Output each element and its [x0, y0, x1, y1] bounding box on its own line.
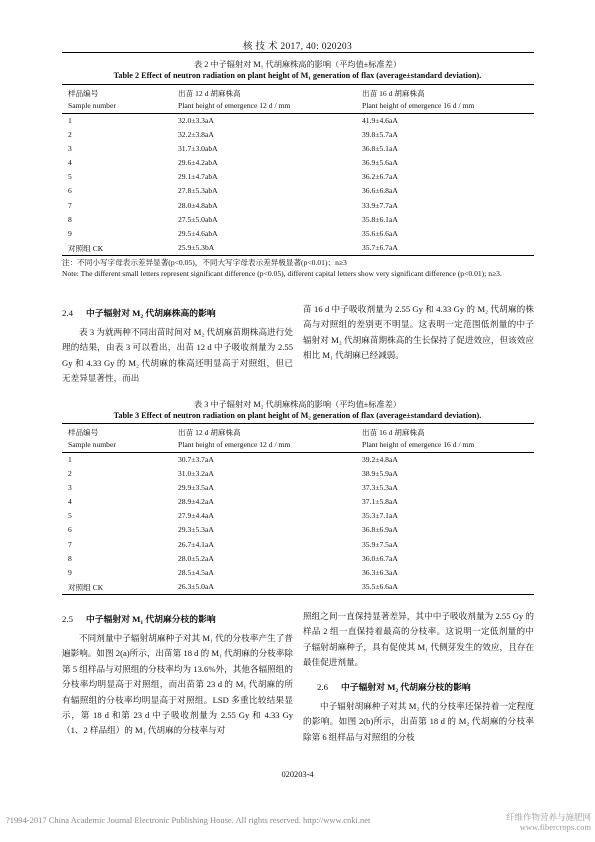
table-cell: 25.9±5.3bA: [178, 242, 215, 252]
table-cell: 36.2±6.7aA: [362, 172, 398, 182]
table-cell: 33.9±7.7aA: [362, 200, 398, 210]
section-2-6-heading: [317, 680, 471, 693]
table3-body: [62, 453, 534, 594]
table-cell: 1: [68, 116, 72, 125]
table-row: [62, 170, 534, 184]
table-cell: 36.0±6.7aA: [362, 553, 398, 563]
table3-top-rule: [62, 423, 534, 424]
section-title: 中子辐射对 M₂ 代胡麻分枝的影响: [341, 682, 471, 692]
section-number: 2.5: [62, 614, 73, 624]
table-cell: 6: [68, 186, 72, 196]
table-cell: 32.2±3.8aA: [178, 130, 214, 140]
table-cell: 36.8±5.1aA: [362, 144, 398, 154]
section-2-4-heading: [62, 306, 216, 319]
table-cell: 35.9±7.5aA: [362, 539, 398, 549]
table2-note-en: Note: The different small letters represent significant difference (p<0.05), different capital letters show very significant difference (p<0.01); n≥3.: [62, 269, 502, 279]
table-row: [62, 184, 534, 198]
table-cell: 38.9±5.9aA: [362, 469, 398, 479]
zh: 样品编号: [68, 89, 99, 98]
table2-caption-zh: 表 2 中子辐射对 M₁ 代胡麻株高的影响（平均值±标准差）: [193, 60, 402, 69]
table-row: [62, 241, 534, 255]
table-cell: 4: [68, 158, 72, 168]
table-cell: 36.8±6.9aA: [362, 525, 398, 535]
table-row: [62, 566, 534, 580]
table-cell: 35.6±6.6aA: [362, 228, 398, 238]
table-cell: 5: [68, 172, 72, 182]
table-cell: 27.9±4.4aA: [178, 511, 214, 521]
en: Plant height of emergence 12 d / mm: [178, 440, 291, 449]
paragraph: 表 3 为就两种不同出苗时间对 M₂ 代胡麻苗期株高进行处理的结果，由表 3 可以看出，出苗 12 d 中子吸收剂量为 2.55 Gy 和 4.33 Gy 的 M₂ 代胡麻的株高还明显高于对照组，但已无差异显著性，而出: [62, 327, 293, 384]
table-cell: 28.0±5.2aA: [178, 553, 214, 563]
table-cell: 28.0±4.8abA: [178, 200, 218, 210]
table-row: [62, 453, 534, 467]
section-number: 2.4: [62, 308, 73, 318]
table2-header-sample: [68, 88, 116, 112]
section-2-6-text: [303, 699, 534, 745]
table-cell: 36.3±6.3aA: [362, 567, 398, 577]
table-cell: 29.3±5.3aA: [178, 525, 214, 535]
table2-note-zh: 注：不同小写字母表示差异显著(p<0.05)，不同大写字母表示差异极显著(p<0.01)；n≥3: [62, 258, 347, 267]
table-cell: 29.6±4.2abA: [178, 158, 218, 168]
table2-top-rule: [62, 84, 534, 85]
table-cell: 26.7±4.1aA: [178, 539, 214, 549]
table-cell: 35.5±6.6aA: [362, 581, 398, 591]
table-cell: 28.9±4.2aA: [178, 497, 214, 507]
table-cell: 4: [68, 497, 72, 507]
table-cell: 9: [68, 567, 72, 577]
table-cell: 36.6±6.8aA: [362, 186, 398, 196]
table-cell: 28.5±4.5aA: [178, 567, 214, 577]
table-cell: 2: [68, 130, 72, 140]
paragraph: 中子辐射胡麻种子对其 M₂ 代的分枝率还保持着一定程度的影响。如图 2(b)所示，出苗第 18 d 的 M₂ 代胡麻的分枝率除第 6 组样品与对照组的分枝: [303, 701, 534, 742]
table2-caption: [40, 59, 555, 81]
section-2-4-left-text: [62, 325, 293, 387]
zh: 出苗 16 d 胡麻株高: [362, 89, 425, 98]
table-row: [62, 552, 534, 566]
table2-header-row: [62, 87, 534, 113]
table-cell: 1: [68, 455, 72, 464]
table-cell: 3: [68, 483, 72, 493]
table-row: [62, 495, 534, 509]
en: Plant height of emergence 16 d / mm: [362, 101, 475, 110]
table-cell: 8: [68, 553, 72, 563]
zh: 出苗 12 d 胡麻株高: [178, 89, 241, 98]
table-row: [62, 128, 534, 142]
table-cell: 39.8±5.7aA: [362, 130, 398, 140]
en: Sample number: [68, 440, 116, 449]
table2-note: [62, 257, 534, 280]
table-row: [62, 538, 534, 552]
header-rule: [62, 52, 534, 53]
table-cell: 2: [68, 469, 72, 479]
table-row: [62, 580, 534, 594]
table2-body: [62, 114, 534, 255]
table-cell: 41.9±4.6aA: [362, 116, 398, 125]
table-cell: 6: [68, 525, 72, 535]
table-cell: 27.5±5.0abA: [178, 214, 218, 224]
paragraph: 不同剂量中子辐射胡麻种子对其 M₁ 代的分枝率产生了普遍影响。如图 2(a)所示，出苗第 18 d 的 M₁ 代胡麻的分枝率除第 5 组样品与对照组的分枝率均为 13.6%外，其他各辐照组的分枝率均明显高于对照组，而出苗第 23 d 的 M₁ 代胡麻的所有辐照组的分枝率均明显高于对照组。LSD 多重比较结果显示，第 18 d 和第 23 d 中子吸收剂量为 2.55 Gy 和 4.33 Gy（1、2 样品组）的 M₁ 代胡麻的分枝率与对: [62, 633, 293, 736]
table-row: [62, 213, 534, 227]
page-number: 020203-4: [281, 770, 314, 779]
table3-caption-en: Table 3 Effect of neutron radiation on plant height of M₂ generation of flax (average±standard deviation).: [113, 411, 482, 420]
table-row: [62, 156, 534, 170]
table-cell: 37.1±5.8aA: [362, 497, 398, 507]
table-cell: 8: [68, 214, 72, 224]
footer-watermark: [506, 813, 591, 832]
table-cell: 29.5±4.6abA: [178, 228, 218, 238]
table-row: [62, 199, 534, 213]
table3-caption-zh: 表 3 中子辐射对 M₂ 代胡麻株高的影响（平均值±标准差）: [193, 400, 402, 409]
table-cell: 35.7±6.7aA: [362, 242, 398, 252]
section-2-4-right-text: [303, 302, 534, 364]
table3: [62, 426, 534, 594]
paragraph: 照组之间一直保持显著差异，其中中子吸收剂量为 2.55 Gy 的样品 2 组一直保持着最高的分枝率。这说明一定低剂量的中子辐射胡麻种子，具有促使其 M₁ 代侧芽发生的效应，且存在最佳促进剂量。: [303, 611, 534, 668]
table-cell: 31.0±3.2aA: [178, 469, 214, 479]
en: Sample number: [68, 101, 116, 110]
table3-bottom-rule: [62, 594, 534, 595]
table-cell: 7: [68, 200, 72, 210]
zh: 样品编号: [68, 428, 99, 437]
table3-caption: [40, 399, 555, 421]
table-row: [62, 114, 534, 128]
table-cell: 32.0±3.3aA: [178, 116, 214, 125]
en: Plant height of emergence 16 d / mm: [362, 440, 475, 449]
watermark-url: www.fibercrops.com: [519, 821, 591, 832]
table-cell: 29.9±3.5aA: [178, 483, 214, 493]
table-cell: 35.3±7.1aA: [362, 511, 398, 521]
table2-header-12d: [178, 88, 290, 112]
table-cell: 9: [68, 228, 72, 238]
table3-header-16d: [362, 427, 474, 451]
table-cell: 26.3±5.0aA: [178, 581, 214, 591]
table-row: [62, 227, 534, 241]
table-cell: 7: [68, 539, 72, 549]
table-cell: 31.7±3.0abA: [178, 144, 218, 154]
table-cell: 27.8±5.3abA: [178, 186, 218, 196]
table-row: [62, 142, 534, 156]
table-row: [62, 509, 534, 523]
section-number: 2.6: [317, 682, 328, 692]
section-title: 中子辐射对 M₁ 代胡麻分枝的影响: [86, 614, 216, 624]
paragraph: 苗 16 d 中子吸收剂量为 2.55 Gy 和 4.33 Gy 的 M₂ 代胡麻的株高与对照组的差别更不明显。这表明一定范围低剂量的中子辐射对 M₂ 代胡麻苗期株高的生长保持了促进效应，但该效应相比 M₁ 代胡麻已经减弱。: [303, 304, 534, 361]
running-head: 核 技 术 2017, 40: 020203: [243, 42, 352, 52]
table-row: [62, 523, 534, 537]
table-row: [62, 467, 534, 481]
table-cell: 29.1±4.7abA: [178, 172, 218, 182]
table3-header-row: [62, 426, 534, 452]
table2: [62, 87, 534, 255]
watermark-zh: 纤维作物营养与施肥网: [505, 812, 591, 822]
zh: 出苗 16 d 胡麻株高: [362, 428, 425, 437]
footer: [0, 811, 595, 833]
table-cell: 3: [68, 144, 72, 154]
table-row: [62, 481, 534, 495]
table2-caption-en: Table 2 Effect of neutron radiation on plant height of M₁ generation of flax (average±standard deviation).: [113, 71, 482, 80]
table2-header-16d: [362, 88, 474, 112]
table3-header-12d: [178, 427, 290, 451]
section-2-5-heading: [62, 612, 216, 625]
table3-header-sample: [68, 427, 116, 451]
table-cell: 39.2±4.8aA: [362, 455, 398, 464]
section-2-5-right-text: [303, 609, 534, 671]
table-cell: 37.3±5.3aA: [362, 483, 398, 493]
table-cell: 对照组 CK: [68, 582, 104, 592]
table-cell: 5: [68, 511, 72, 521]
table-cell: 36.9±5.6aA: [362, 158, 398, 168]
table2-bottom-rule: [62, 255, 534, 256]
table-cell: 35.8±6.1aA: [362, 214, 398, 224]
section-2-5-left-text: [62, 631, 293, 739]
section-title: 中子辐射对 M₂ 代胡麻株高的影响: [86, 308, 216, 318]
en: Plant height of emergence 12 d / mm: [178, 101, 291, 110]
zh: 出苗 12 d 胡麻株高: [178, 428, 241, 437]
table-cell: 30.7±3.7aA: [178, 455, 214, 464]
table-cell: 对照组 CK: [68, 243, 104, 253]
footer-copyright: ?1994-2017 China Academic Journal Electronic Publishing House. All rights reserved. http://www.cnki.net: [6, 815, 371, 825]
